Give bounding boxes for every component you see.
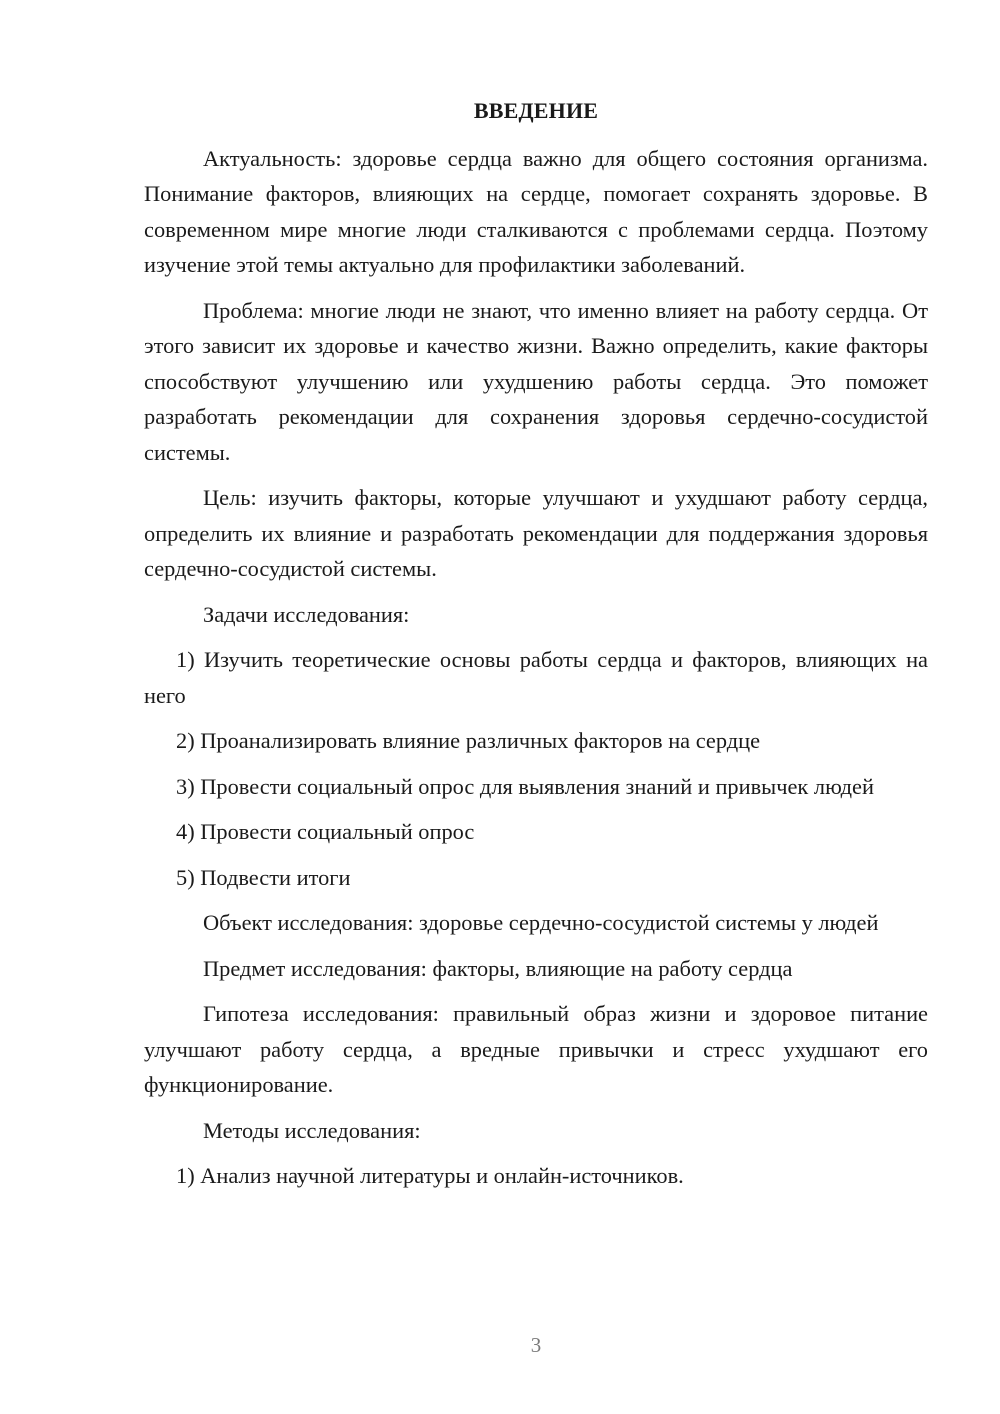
paragraph-problem: Проблема: многие люди не знают, что именно влияет на работу сердца. От этого зависит их здоровье и качество жизни. Важно определить, какие факторы способствуют улучшению или ухудшению работы сердца. Это поможет разработать рекомендации для сохранения здоровья сердечно-сосудистой системы. [144, 297, 928, 465]
list-item: 2) Проанализировать влияние различных факторов на сердце [176, 728, 761, 753]
tasks-heading: Задачи исследования: [203, 601, 410, 627]
page-number: 3 [530, 1333, 542, 1357]
list-item: 4) Провести социальный опрос [176, 819, 475, 844]
paragraph-subject: Предмет исследования: факторы, влияющие на работу сердца [203, 955, 793, 981]
section-title: ВВЕДЕНИЕ [473, 98, 599, 123]
list-item: 1) Изучить теоретические основы работы сердца и факторов, влияющих на него [144, 647, 928, 708]
list-item: 5) Подвести итоги [176, 864, 351, 890]
paragraph-object: Объект исследования: здоровье сердечно-сосудистой системы у людей [203, 910, 879, 935]
paragraph-goal: Цель: изучить факторы, которые улучшают и ухудшают работу сердца, определить их влияние и разработать рекомендации для поддержания здоровья сердечно-сосудистой системы. [144, 485, 928, 581]
list-item: 3) Провести социальный опрос для выявления знаний и привычек людей [176, 773, 874, 799]
methods-heading: Методы исследования: [203, 1117, 421, 1143]
list-item: 1) Анализ научной литературы и онлайн-источников. [176, 1163, 684, 1188]
page-content [144, 93, 928, 1204]
methods-list [144, 1158, 928, 1194]
tasks-list [144, 642, 928, 895]
paragraph-hypothesis: Гипотеза исследования: правильный образ жизни и здоровое питание улучшают работу сердца, а вредные привычки и стресс ухудшают его функционирование. [144, 1001, 928, 1097]
paragraph-relevance: Актуальность: здоровье сердца важно для общего состояния организма. Понимание факторов, влияющих на сердце, помогает сохранять здоровье. В современном мире многие люди сталкиваются с проблемами сердца. Поэтому изучение этой темы актуально для профилактики заболеваний. [144, 145, 928, 277]
